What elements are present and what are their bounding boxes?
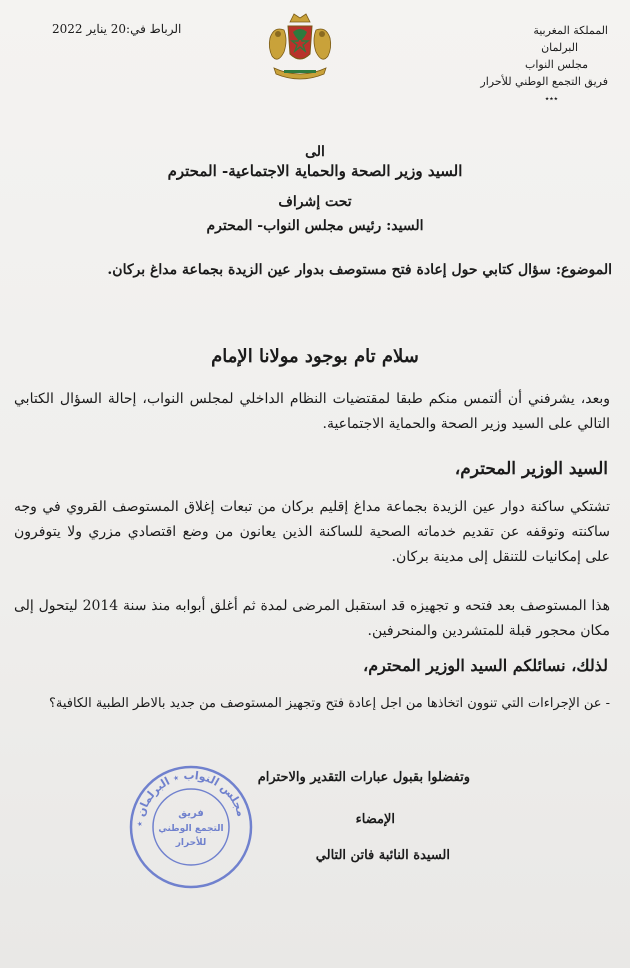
stamp-line-3: للأحرار	[175, 838, 207, 848]
closing-salutation: وتفضلوا بقبول عبارات التقدير والاحترام	[257, 770, 470, 785]
stamp-ring-text: مجلس النواب ٭ البرلمان ٭	[132, 768, 248, 828]
stamp-line-1: فريق	[178, 808, 204, 819]
signatory-name: السيدة النائبة فاتن التالي	[315, 848, 450, 863]
signature-label: الإمضاء	[355, 812, 395, 827]
minister-heading: السيد الوزير المحترم،	[454, 459, 608, 479]
parliament-line: البرلمان	[541, 41, 578, 54]
question-paragraph: - عن الإجراءات التي تنوون اتخاذها من اجل إعادة فتح وتجهيز المستوصف من جديد بالاطر الطبية الكافية؟	[48, 696, 610, 711]
greeting: سلام تام بوجود مولانا الإمام	[211, 346, 419, 367]
to-line: الى	[305, 144, 325, 160]
question-heading: لذلك، نسائلكم السيد الوزير المحترم،	[363, 656, 608, 675]
under-supervision: تحت إشراف	[278, 194, 352, 210]
subject-line: الموضوع: سؤال كتابي حول إعادة فتح مستوصف بدوار عين الزيدة بجماعة مداغ بركان.	[107, 262, 612, 278]
stamp-line-2: التجمع الوطني	[158, 824, 224, 834]
coat-of-arms-icon	[260, 8, 340, 88]
president-address: السيد: رئيس مجلس النواب- المحترم	[206, 218, 424, 234]
letter-date: الرباط في:20 يناير 2022	[52, 22, 182, 36]
letterhead-organization	[438, 22, 608, 107]
house-line: مجلس النواب	[525, 58, 588, 71]
kingdom-line: المملكة المغربية	[533, 24, 608, 37]
complaint-paragraph: تشتكي ساكنة دوار عين الزيدة بجماعة مداغ إقليم بركان من تبعات إغلاق المستوصف القروي في وجه ساكنته وتوقفه عن تقديم خدماته الصحية للساكنة الذين يعانون من وضع اقتصادي مزري ولا يتوفرون على إمكانيات للتنقل إلى مدينة بركان.	[14, 499, 610, 565]
ornament: ٭٭٭	[544, 94, 558, 103]
group-line: فريق التجمع الوطني للأحرار	[480, 75, 608, 88]
history-paragraph: هذا المستوصف بعد فتحه و تجهيزه قد استقبل المرضى لمدة ثم أغلق أبوابه منذ سنة 2014 ليتحول إلى مكان محجور قبلة للمتشردين والمنحرفين.	[14, 598, 610, 639]
official-stamp	[128, 764, 254, 890]
minister-address: السيد وزير الصحة والحماية الاجتماعية- المحترم	[167, 162, 463, 180]
intro-paragraph: وبعد، يشرفني أن ألتمس منكم طبقا لمقتضيات النظام الداخلي لمجلس النواب، إحالة السؤال الكتابي التالي على السيد وزير الصحة والحماية الاجتماعية.	[14, 391, 610, 432]
